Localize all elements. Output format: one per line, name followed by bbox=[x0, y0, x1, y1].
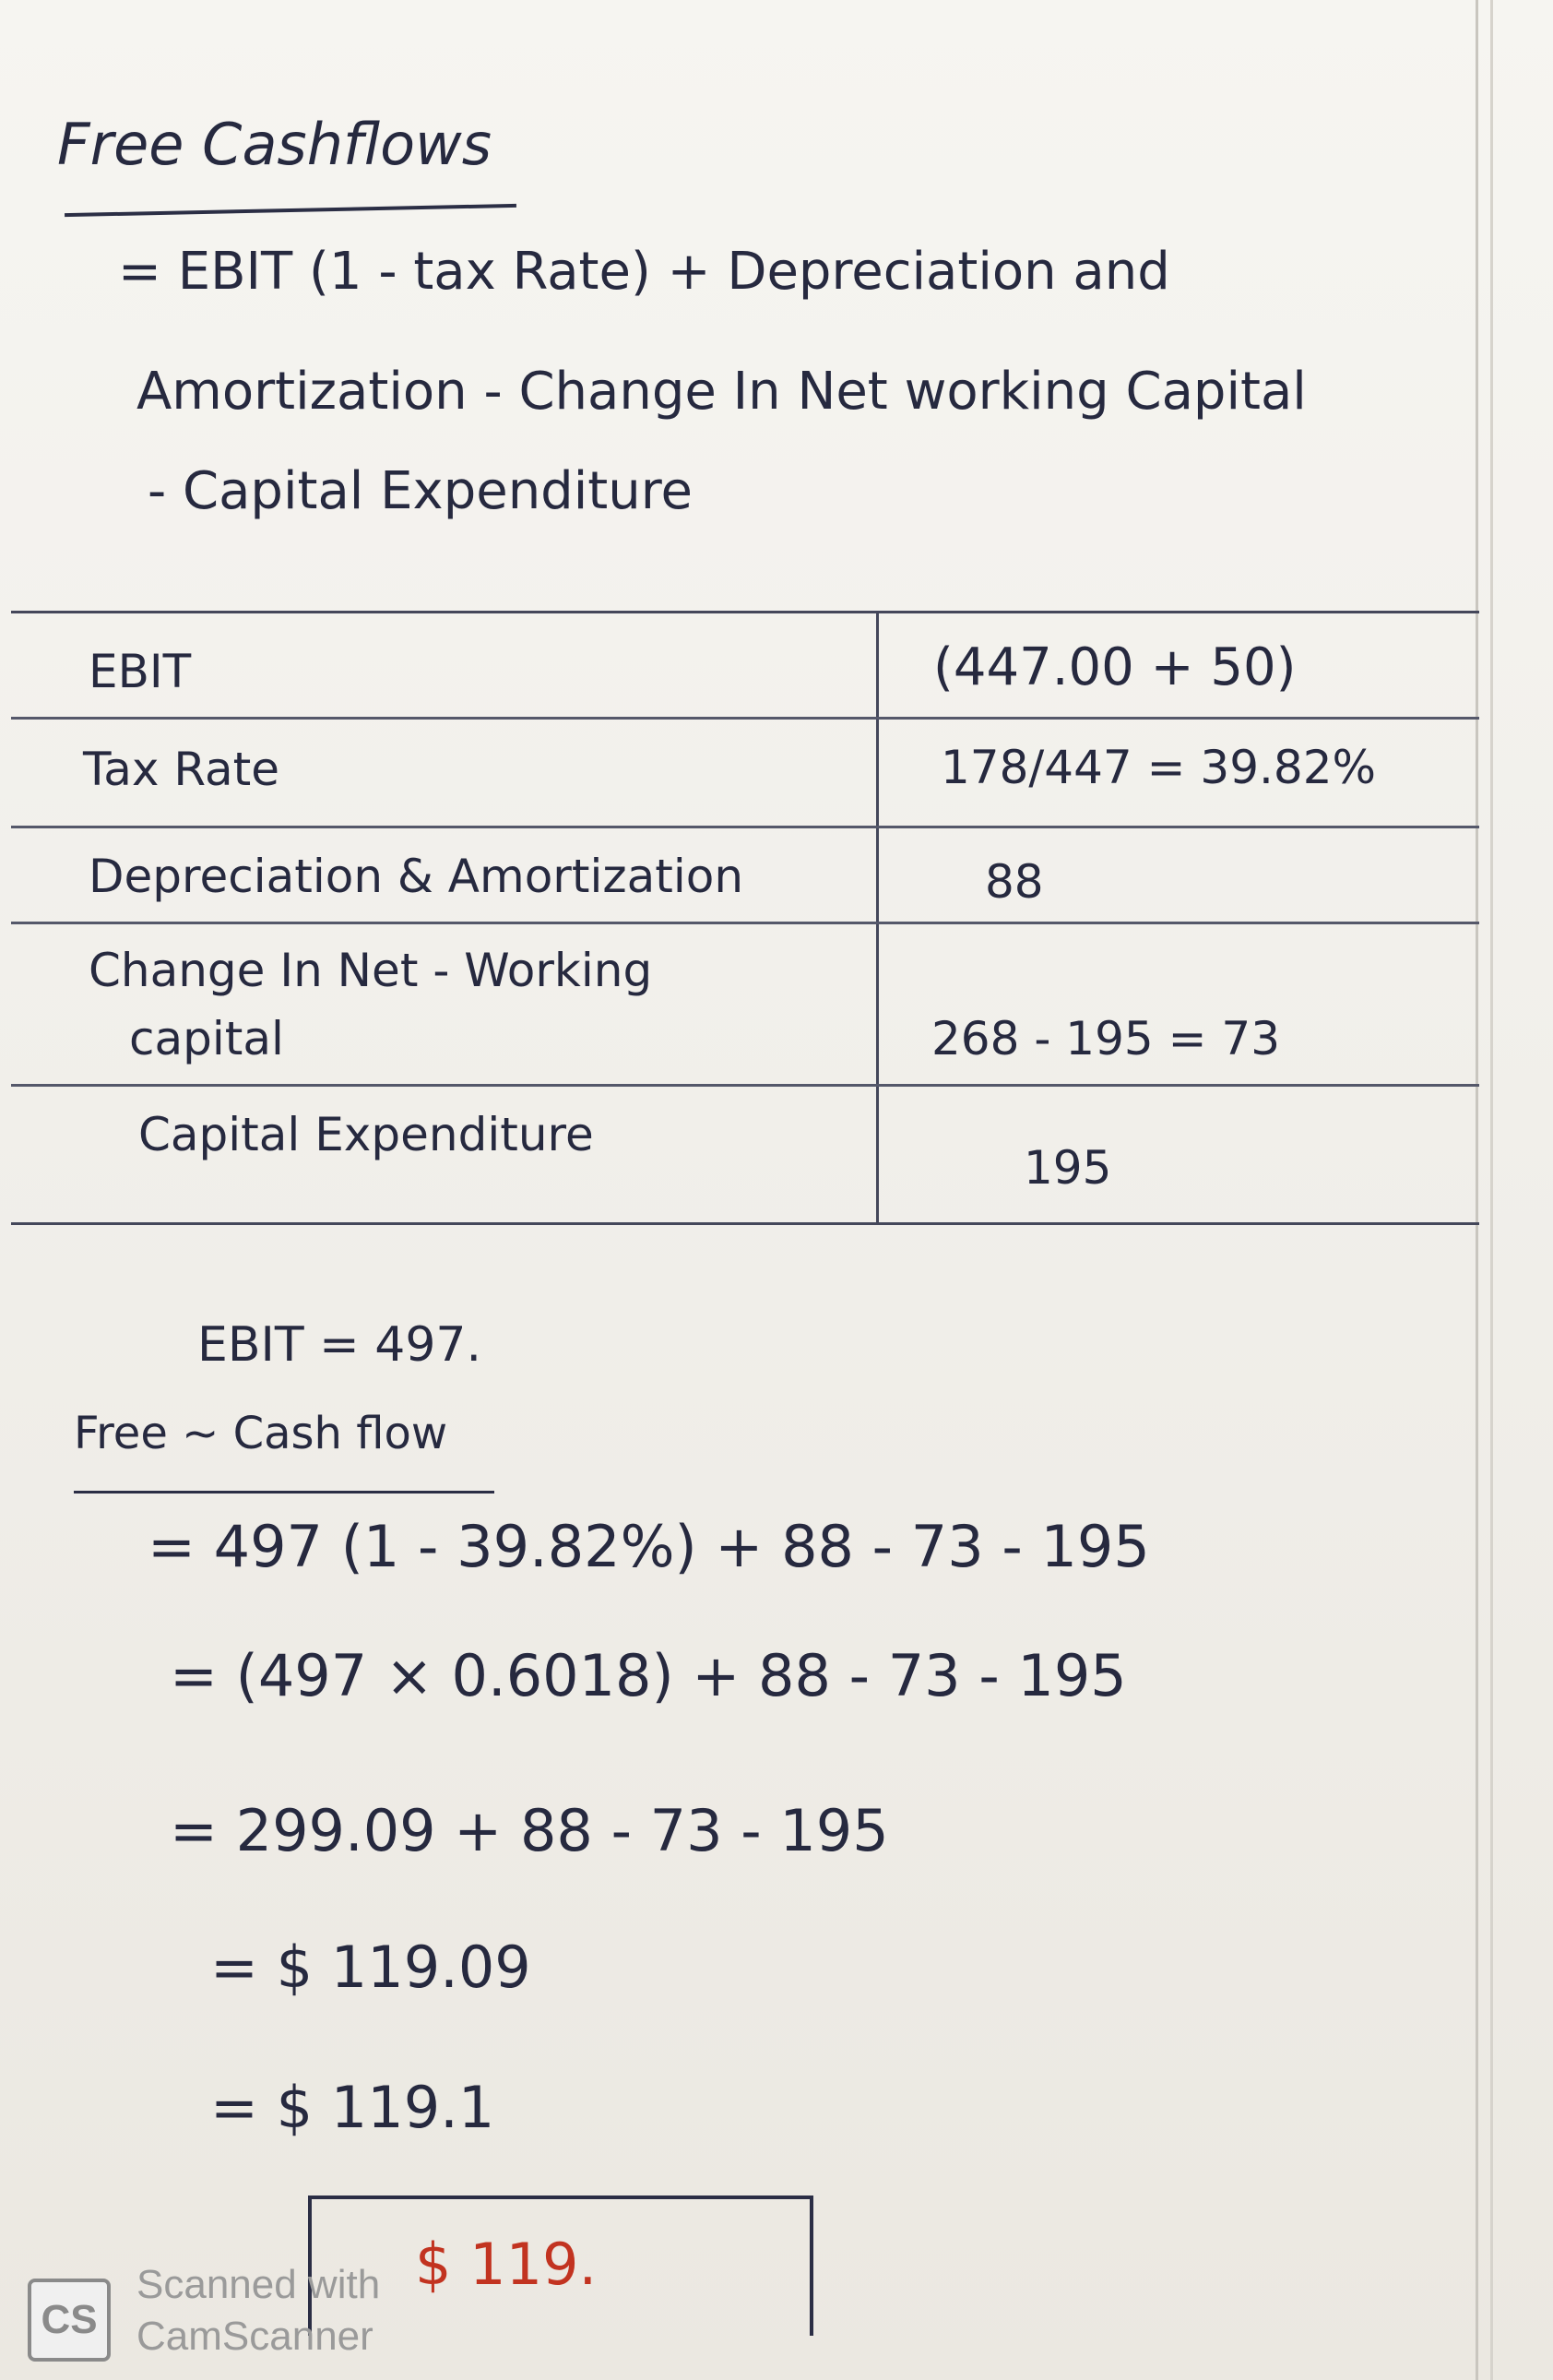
table-row-divider bbox=[11, 717, 1479, 720]
table-row-nwc-label: Change In Net - Working bbox=[89, 944, 653, 997]
fcf-label: Free ~ Cash flow bbox=[74, 1408, 448, 1459]
table-column-divider bbox=[876, 613, 879, 1222]
final-answer: $ 119. bbox=[415, 2231, 598, 2298]
table-row-capex-value: 195 bbox=[1024, 1141, 1112, 1195]
watermark-line-1: Scanned with bbox=[136, 2262, 381, 2307]
table-row-divider bbox=[11, 1084, 1479, 1087]
calc-step-4: = $ 119.09 bbox=[210, 1934, 531, 2001]
camscanner-logo: CS bbox=[28, 2279, 111, 2362]
table-row-ebit-label: EBIT bbox=[89, 645, 192, 698]
table-row-capex-label: Capital Expenditure bbox=[138, 1108, 594, 1161]
table-row-nwc-value: 268 - 195 = 73 bbox=[931, 1012, 1281, 1065]
formula-line-1: = EBIT (1 - tax Rate) + Depreciation and bbox=[118, 242, 1170, 302]
calc-step-3: = 299.09 + 88 - 73 - 195 bbox=[170, 1797, 889, 1864]
table-row-divider bbox=[11, 922, 1479, 924]
calc-step-2: = (497 × 0.6018) + 88 - 73 - 195 bbox=[170, 1642, 1127, 1709]
table-row-tax-value: 178/447 = 39.82% bbox=[941, 741, 1377, 794]
formula-line-2: Amortization - Change In Net working Capital bbox=[136, 362, 1307, 422]
table-row-nwc-label-cont: capital bbox=[129, 1012, 284, 1065]
table-row-tax-label: Tax Rate bbox=[83, 743, 280, 796]
title-underline bbox=[65, 204, 516, 217]
calc-step-5: = $ 119.1 bbox=[210, 2074, 495, 2141]
ebit-result: EBIT = 497. bbox=[197, 1317, 482, 1373]
page-title: Free Cashflows bbox=[57, 111, 492, 178]
table-row-divider bbox=[11, 826, 1479, 828]
inputs-table bbox=[11, 611, 1479, 1225]
table-row-depreciation-label: Depreciation & Amortization bbox=[89, 850, 744, 903]
page-edge-line bbox=[1490, 0, 1493, 2380]
formula-line-3: - Capital Expenditure bbox=[148, 461, 693, 521]
table-row-ebit-value: (447.00 + 50) bbox=[933, 637, 1297, 697]
fcf-label-underline bbox=[74, 1491, 494, 1493]
watermark-line-2: CamScanner bbox=[136, 2314, 373, 2359]
calc-step-1: = 497 (1 - 39.82%) + 88 - 73 - 195 bbox=[148, 1513, 1150, 1580]
table-row-depreciation-value: 88 bbox=[985, 855, 1044, 909]
